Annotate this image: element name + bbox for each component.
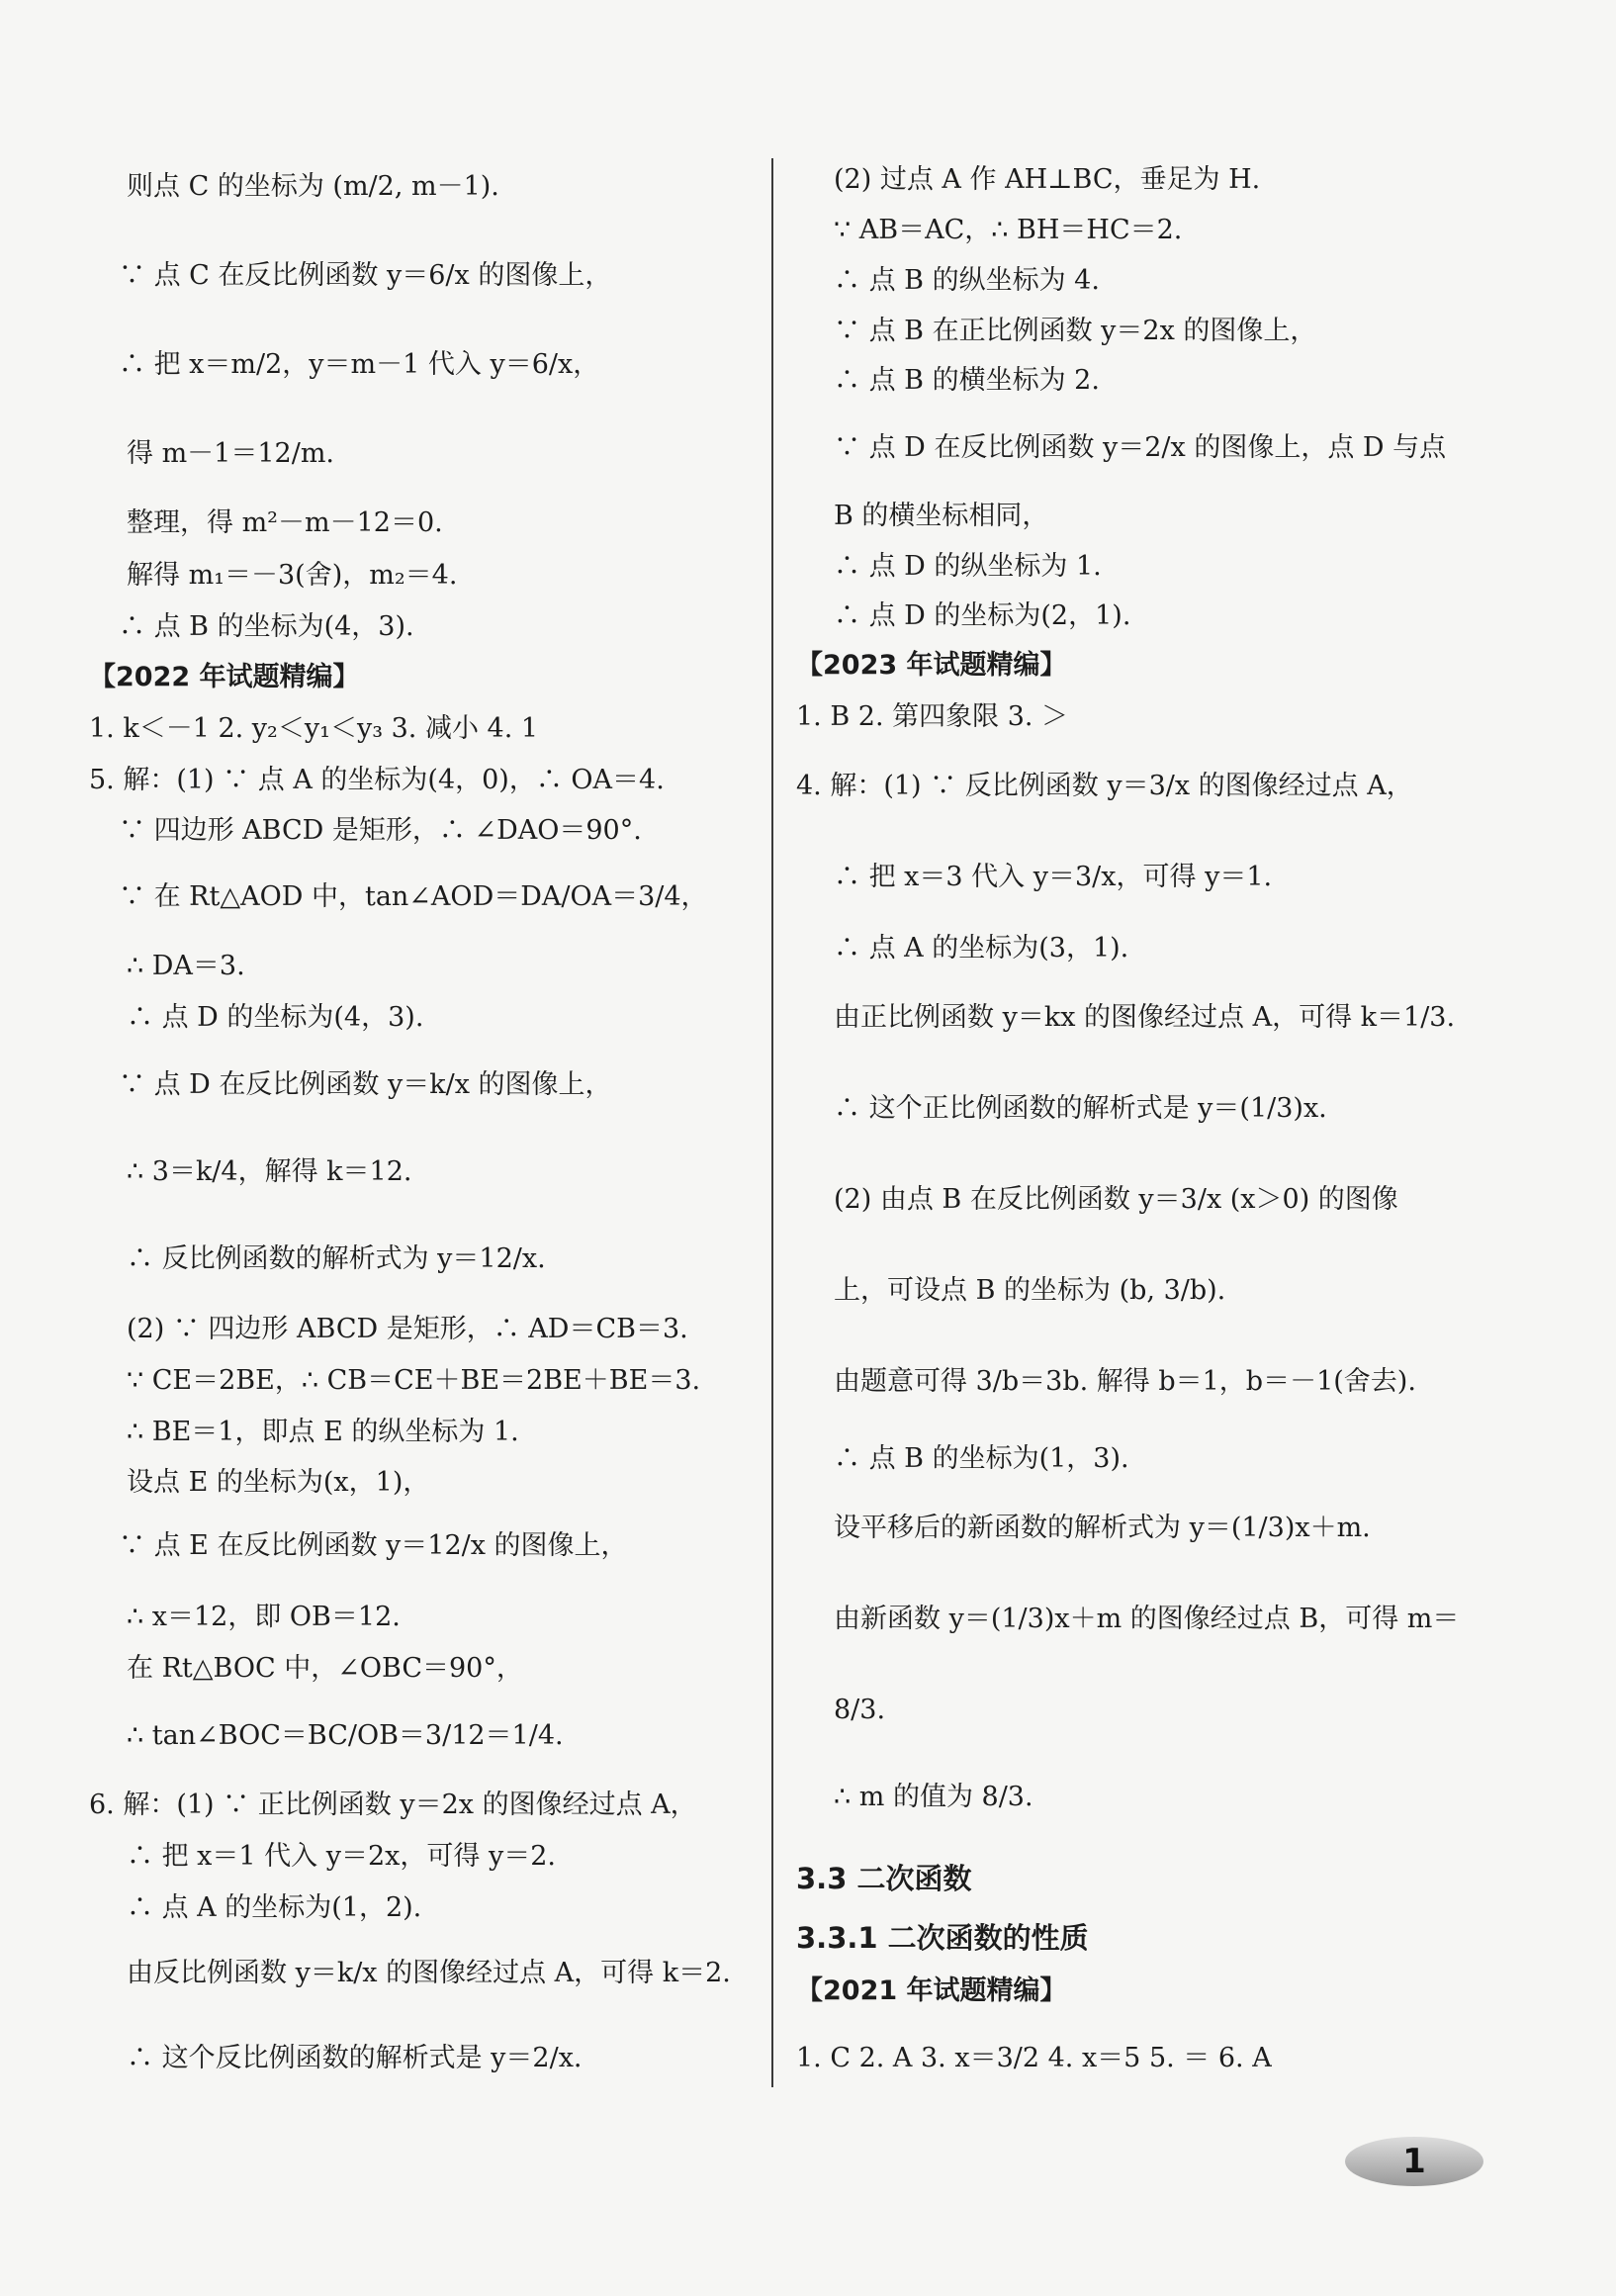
text-line: 8/3. xyxy=(834,1695,886,1725)
text-line: ∴ 点 B 的横坐标为 2. xyxy=(834,365,1100,396)
text-line: ∵ CE＝2BE，∴ CB＝CE＋BE＝2BE＋BE＝3. xyxy=(127,1365,701,1396)
text-line: 在 Rt△BOC 中，∠OBC＝90°， xyxy=(127,1653,523,1684)
text-line: 上，可设点 B 的坐标为 (b, 3/b). xyxy=(834,1275,1226,1306)
text-line: (2) 由点 B 在反比例函数 y＝3/x (x＞0) 的图像 xyxy=(834,1184,1398,1215)
text-line: ∴ 这个正比例函数的解析式是 y＝(1/3)x. xyxy=(834,1093,1327,1124)
text-line: ∵ 点 C 在反比例函数 y＝6/x 的图像上， xyxy=(119,260,612,291)
text-line: 解得 m₁＝－3(舍)，m₂＝4. xyxy=(127,560,458,591)
text-line: ∴ tan∠BOC＝BC/OB＝3/12＝1/4. xyxy=(127,1720,564,1751)
text-line: ∴ 点 A 的坐标为(1，2). xyxy=(127,1892,422,1923)
text-line: 设点 E 的坐标为(x，1)， xyxy=(127,1467,430,1498)
text-line: (2) 过点 A 作 AH⊥BC，垂足为 H. xyxy=(834,164,1261,195)
text-line: ∵ 点 D 在反比例函数 y＝2/x 的图像上，点 D 与点 xyxy=(834,432,1447,463)
text-line: ∴ x＝12，即 OB＝12. xyxy=(127,1602,401,1632)
text-line: ∴ DA＝3. xyxy=(127,951,245,981)
section-header: 【2023 年试题精编】 xyxy=(796,650,1067,681)
text-line: ∵ AB＝AC，∴ BH＝HC＝2. xyxy=(834,215,1183,245)
section-header: 【2021 年试题精编】 xyxy=(796,1975,1067,2006)
text-line: ∴ 点 D 的坐标为(2，1). xyxy=(834,600,1131,631)
text-line: ∴ 把 x＝m/2，y＝m－1 代入 y＝6/x， xyxy=(119,349,600,380)
text-line: ∴ 点 B 的坐标为(4，3). xyxy=(119,611,414,642)
text-line: ∴ 3＝k/4，解得 k＝12. xyxy=(127,1156,412,1187)
page-number: 1 xyxy=(1345,2137,1483,2186)
text-line: ∵ 点 D 在反比例函数 y＝k/x 的图像上， xyxy=(119,1069,612,1100)
text-line: ∴ 点 D 的坐标为(4，3). xyxy=(127,1002,424,1033)
text-line: 得 m－1＝12/m. xyxy=(127,438,335,469)
text-line: 由新函数 y＝(1/3)x＋m 的图像经过点 B，可得 m＝ xyxy=(834,1604,1460,1634)
text-line: B 的横坐标相同， xyxy=(834,501,1049,531)
text-line: ∴ 反比例函数的解析式为 y＝12/x. xyxy=(127,1243,546,1274)
text-line: ∴ 这个反比例函数的解析式是 y＝2/x. xyxy=(127,2043,583,2073)
answer-line: 1. C 2. A 3. x＝3/2 4. x＝5 5. ＝ 6. A xyxy=(796,2043,1272,2073)
text-line: ∵ 点 B 在正比例函数 y＝2x 的图像上， xyxy=(834,316,1317,346)
section-header: 【2022 年试题精编】 xyxy=(89,662,360,692)
answer-line: 1. B 2. 第四象限 3. ＞ xyxy=(796,701,1069,732)
answer-line: 1. k＜－1 2. y₂＜y₁＜y₃ 3. 减小 4. 1 xyxy=(89,713,539,744)
text-line: 则点 C 的坐标为 (m/2, m－1). xyxy=(127,171,499,202)
solution-start: 6. 解：(1) ∵ 正比例函数 y＝2x 的图像经过点 A， xyxy=(89,1790,697,1820)
text-line: 由正比例函数 y＝kx 的图像经过点 A，可得 k＝1/3. xyxy=(834,1002,1456,1033)
text-line: 整理，得 m²－m－12＝0. xyxy=(127,507,443,538)
solution-start: 4. 解：(1) ∵ 反比例函数 y＝3/x 的图像经过点 A， xyxy=(796,771,1413,801)
text-line: ∴ 点 A 的坐标为(3，1). xyxy=(834,933,1129,964)
text-line: ∴ 点 D 的纵坐标为 1. xyxy=(834,551,1102,582)
section-title: 3.3 二次函数 xyxy=(796,1862,972,1895)
text-line: 由反比例函数 y＝k/x 的图像经过点 A，可得 k＝2. xyxy=(127,1958,731,1988)
text-line: (2) ∵ 四边形 ABCD 是矩形，∴ AD＝CB＝3. xyxy=(127,1314,688,1344)
subsection-title: 3.3.1 二次函数的性质 xyxy=(796,1921,1089,1955)
text-line: 由题意可得 3/b＝3b. 解得 b＝1，b＝－1(舍去). xyxy=(834,1366,1416,1397)
text-line: ∴ m 的值为 8/3. xyxy=(834,1782,1033,1812)
text-line: 设平移后的新函数的解析式为 y＝(1/3)x＋m. xyxy=(834,1513,1371,1543)
text-line: ∴ 点 B 的纵坐标为 4. xyxy=(834,265,1100,296)
text-line: ∴ 把 x＝3 代入 y＝3/x，可得 y＝1. xyxy=(834,862,1273,892)
text-line: ∴ BE＝1，即点 E 的纵坐标为 1. xyxy=(127,1417,519,1447)
text-line: ∵ 点 E 在反比例函数 y＝12/x 的图像上， xyxy=(119,1530,628,1561)
solution-start: 5. 解：(1) ∵ 点 A 的坐标为(4，0)，∴ OA＝4. xyxy=(89,765,665,795)
text-line: ∵ 在 Rt△AOD 中，tan∠AOD＝DA/OA＝3/4， xyxy=(119,881,708,912)
text-line: ∵ 四边形 ABCD 是矩形，∴ ∠DAO＝90°. xyxy=(119,815,642,846)
text-line: ∴ 点 B 的坐标为(1，3). xyxy=(834,1443,1129,1474)
text-line: ∴ 把 x＝1 代入 y＝2x，可得 y＝2. xyxy=(127,1841,556,1872)
column-divider xyxy=(771,158,773,2087)
